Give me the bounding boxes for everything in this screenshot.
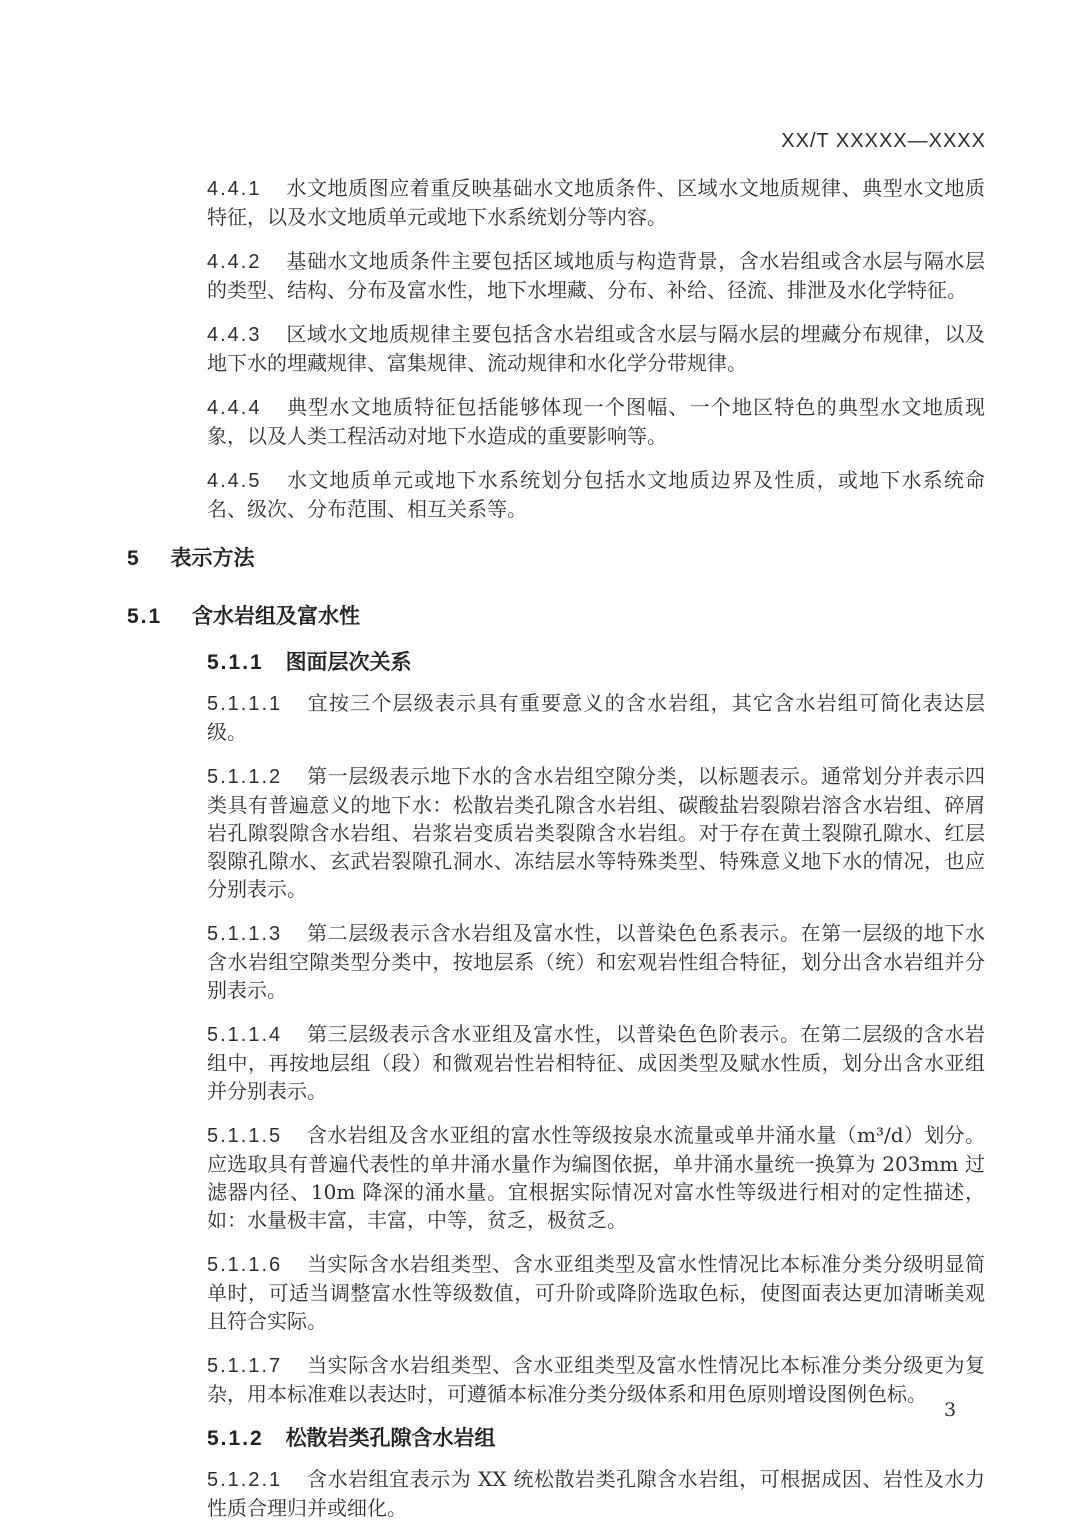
clause-text: 第一层级表示地下水的含水岩组空隙分类，以标题表示。通常划分并表示四类具有普遍意义的地下水：松散岩类孔隙含水岩组、碳酸盐岩裂隙岩溶含水岩组、碎屑岩孔隙裂隙含水岩组、岩浆岩变质岩类裂隙含水岩组。对于存在黄土裂隙孔隙水、红层裂隙孔隙水、玄武岩裂隙孔洞水、冻结层水等特殊类型、特殊意义地下水的情况，也应分别表示。 [207,764,986,901]
clause-number: 5.1.1.7 [207,1355,283,1377]
clause-4-4-4 [207,393,985,450]
clause-text: 当实际含水岩组类型、含水亚组类型及富水性情况比本标准分类分级更为复杂，用本标准难以表达时，可遵循本标准分类分级体系和用色原则增设图例色标。 [207,1353,986,1406]
standard-reference-number: XX/T XXXXX—XXXX [781,130,986,152]
clause-5-1-1-6 [207,1250,985,1335]
clause-text: 典型水文地质特征包括能够体现一个图幅、一个地区特色的典型水文地质现象，以及人类工程活动对地下水造成的重要影响等。 [207,395,986,448]
clause-number: 5.1.2.1 [207,1469,283,1491]
clause-number: 5.1.1.1 [207,693,283,715]
section-title: 图面层次关系 [285,651,412,674]
document-body [127,174,985,1527]
section-title: 松散岩类孔隙含水岩组 [285,1427,496,1450]
clause-number: 4.4.5 [207,470,262,492]
clause-5-1-1-2 [207,762,985,903]
clause-5-1-1-5 [207,1121,985,1234]
clause-number: 5.1.1.2 [207,766,283,788]
clause-text: 含水岩组及含水亚组的富水性等级按泉水流量或单井涌水量（m³/d）划分。应选取具有普遍代表性的单井涌水量作为编图依据，单井涌水量统一换算为 203mm 过滤器内径、10m 降深的涌水量。宜根据实际情况对富水性等级进行相对的定性描述，如：水量极丰富，丰富，中等，贫乏，极贫乏。 [207,1123,985,1232]
section-heading-5-1 [127,603,985,631]
section-heading-5-1-2 [207,1425,985,1453]
section-heading-5 [127,545,985,573]
section-title: 含水岩组及富水性 [192,605,361,628]
clause-number: 4.4.3 [207,324,262,346]
section-number: 5.1.2 [207,1427,264,1450]
clause-text: 水文地质图应着重反映基础水文地质条件、区域水文地质规律、典型水文地质特征，以及水文地质单元或地下水系统划分等内容。 [207,176,985,229]
clause-text: 基础水文地质条件主要包括区域地质与构造背景，含水岩组或含水层与隔水层的类型、结构、分布及富水性，地下水埋藏、分布、补给、径流、排泄及水化学特征。 [207,249,985,302]
clause-4-4-1 [207,174,985,231]
clause-number: 5.1.1.5 [207,1125,283,1147]
section-heading-5-1-1 [207,649,985,677]
section-title: 表示方法 [170,547,255,570]
clause-5-1-1-4 [207,1020,985,1105]
clause-4-4-3 [207,320,985,377]
clause-5-1-1-3 [207,919,985,1004]
clause-4-4-5 [207,466,985,523]
clause-text: 第三层级表示含水亚组及富水性，以普染色色阶表示。在第二层级的含水岩组中，再按地层组（段）和微观岩性岩相特征、成因类型及赋水性质，划分出含水亚组并分别表示。 [207,1022,986,1103]
clause-5-1-1-7 [207,1351,985,1408]
clause-5-1-2-1 [207,1465,985,1522]
section-number: 5 [127,547,141,570]
clause-text: 区域水文地质规律主要包括含水岩组或含水层与隔水层的埋藏分布规律，以及地下水的埋藏规律、富集规律、流动规律和水化学分带规律。 [207,322,985,375]
clause-text: 含水岩组宜表示为 XX 统松散岩类孔隙含水岩组，可根据成因、岩性及水力性质合理归并或细化。 [207,1467,985,1520]
section-number: 5.1 [127,605,163,628]
page-number: 3 [944,1399,957,1421]
clause-number: 5.1.1.4 [207,1024,283,1046]
clause-text: 宜按三个层级表示具有重要意义的含水岩组，其它含水岩组可简化表达层级。 [207,691,986,744]
section-number: 5.1.1 [207,651,264,674]
clause-number: 4.4.2 [207,251,262,273]
clause-text: 当实际含水岩组类型、含水亚组类型及富水性情况比本标准分类分级明显简单时，可适当调整富水性等级数值，可升阶或降阶选取色标，使图面表达更加清晰美观且符合实际。 [207,1252,986,1333]
clause-number: 4.4.4 [207,397,262,419]
clause-4-4-2 [207,247,985,304]
clause-text: 第二层级表示含水岩组及富水性，以普染色色系表示。在第一层级的地下水含水岩组空隙类型分类中，按地层系（统）和宏观岩性组合特征，划分出含水岩组并分别表示。 [207,921,986,1002]
clause-text: 水文地质单元或地下水系统划分包括水文地质边界及性质，或地下水系统命名、级次、分布范围、相互关系等。 [207,468,986,521]
clause-number: 5.1.1.3 [207,923,283,945]
clause-number: 5.1.1.6 [207,1254,283,1276]
clause-number: 4.4.1 [207,178,262,200]
clause-5-1-1-1 [207,689,985,746]
